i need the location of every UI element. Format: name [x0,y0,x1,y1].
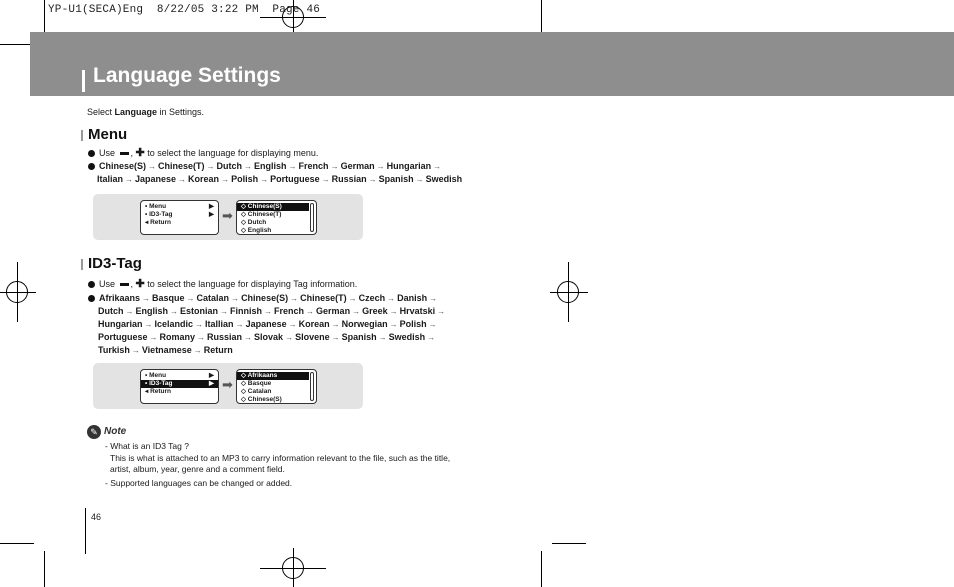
right-arrow-icon: → [387,294,396,303]
right-arrow-icon: → [244,162,253,171]
play-icon: ▶ [209,372,214,379]
language-name: Hrvatski [399,306,436,316]
page-title: Language Settings [93,64,281,87]
right-arrow-icon: → [306,307,315,316]
right-arrow-icon: → [186,294,195,303]
crop-mark [552,543,586,544]
language-name: Vietnamese [141,345,192,355]
heading-bar [81,259,83,270]
right-arrow-icon: → [125,307,134,316]
language-name: Norwegian [341,319,388,329]
right-arrow-icon: → [427,333,436,342]
right-arrow-icon: → [330,162,339,171]
right-arrow-icon: ➡ [222,377,233,392]
right-arrow-icon: → [389,307,398,316]
print-header: YP-U1(SECA)Eng 8/22/05 3:22 PM Page 46 [48,4,321,16]
lcd-item: ◇ Catalan [241,388,272,395]
right-arrow-icon: → [148,162,157,171]
bullet [88,281,95,288]
page-number: 46 [91,512,102,522]
registration-line [568,262,569,322]
lcd-item: ◂ Return [145,388,172,395]
right-arrow-icon: → [389,320,398,329]
menu-language-list [88,160,508,186]
crop-mark [541,551,542,587]
language-name: Polish [399,319,427,329]
lcd-scrollbar [310,372,314,401]
use-suffix: to select the language for displaying Tag information. [147,279,358,289]
minus-button-icon [120,152,129,155]
play-icon: ▶ [209,380,214,387]
id3-use-line: Use , ✚ to select the language for displaying Tag information. [88,278,357,291]
menu-use-line: Use , ✚ to select the language for displaying menu. [88,147,318,160]
language-line [88,305,508,318]
note-answer-2: artist, album, year, genre and a comment field. [110,464,285,474]
language-line [88,160,508,173]
language-line [88,173,508,186]
right-arrow-icon: → [288,320,297,329]
right-arrow-icon: → [149,333,158,342]
id3-language-list [88,292,508,357]
right-arrow-icon: → [352,307,361,316]
lcd-item: ◇ Basque [241,380,272,387]
lcd-row [237,211,309,219]
language-name: French [298,161,329,171]
lcd-item: ◇ Chinese(T) [241,211,282,218]
language-name: Russian [207,332,243,342]
lcd-item: ◇ Chinese(S) [241,203,282,210]
language-name: Finnish [230,306,263,316]
lcd-row [141,211,218,219]
right-arrow-icon: → [437,307,446,316]
note-pencil-icon: ✎ [87,425,101,439]
registration-line [17,262,18,322]
lcd-row [237,203,309,211]
language-name: Russian [331,174,367,184]
right-arrow-icon: → [244,333,253,342]
lcd-row [141,388,218,396]
use-prefix: Use [99,279,116,289]
language-name: Portuguese [98,332,148,342]
lcd-row [141,219,218,227]
lcd-scrollbar [310,203,314,232]
right-arrow-icon: → [235,320,244,329]
language-name: French [274,306,305,316]
lcd-item: • ID3-Tag [145,380,173,387]
language-name: Swedish [388,332,426,342]
right-arrow-icon: → [231,294,240,303]
lcd-row [141,372,218,380]
right-arrow-icon: → [348,294,357,303]
language-name: German [340,161,375,171]
right-arrow-icon: → [264,307,273,316]
lcd-row [237,388,309,396]
right-arrow-icon: → [376,162,385,171]
right-arrow-icon: → [170,307,179,316]
bullet [88,150,95,157]
lcd-row [141,203,218,211]
language-name: Spanish [378,174,414,184]
title-accent-bar [82,70,85,92]
right-arrow-icon: → [415,175,424,184]
right-arrow-icon: → [331,333,340,342]
bullet [88,295,95,302]
lcd-item: ◇ Chinese(S) [241,396,282,403]
crop-mark [0,44,34,45]
intro-bold: Language [114,107,158,117]
heading-bar [81,130,83,141]
right-arrow-icon: → [131,346,140,355]
lcd-item: ◇ Afrikaans [241,372,278,379]
language-name: Chinese(T) [300,293,347,303]
right-arrow-icon: → [290,294,299,303]
language-name: Return [203,345,233,355]
lcd-item: ◇ English [241,227,272,234]
right-arrow-icon: → [220,307,229,316]
language-name: Romany [159,332,196,342]
language-name: Czech [358,293,386,303]
id3-heading: ID3-Tag [88,255,142,272]
menu-lcd-left [140,200,219,235]
plus-button-icon: ✚ [135,147,145,160]
language-name: Turkish [98,345,130,355]
plus-button-icon: ✚ [135,278,145,291]
language-name: Slovene [295,332,330,342]
right-arrow-icon: → [428,320,437,329]
language-line [88,344,508,357]
language-name: Japanese [135,174,177,184]
right-arrow-icon: → [378,333,387,342]
lcd-row [237,219,309,227]
right-arrow-icon: → [368,175,377,184]
right-arrow-icon: → [142,294,151,303]
note-supported: - Supported languages can be changed or added. [105,477,293,488]
language-line [88,292,508,305]
page-number-rule [85,508,86,554]
right-arrow-icon: → [206,162,215,171]
menu-heading: Menu [88,126,128,143]
language-name: Dutch [216,161,243,171]
language-name: Hungarian [98,319,143,329]
right-arrow-icon: ➡ [222,208,233,223]
lcd-row [237,380,309,388]
lcd-item: • ID3-Tag [145,211,173,218]
right-arrow-icon: → [429,294,438,303]
play-icon: ▶ [209,211,214,218]
registration-line [0,292,36,293]
note-answer-1: This is what is attached to an MP3 to carry information relevant to the file, such as the title, [110,452,451,463]
right-arrow-icon: → [178,175,187,184]
language-name: Greek [362,306,388,316]
language-line [88,318,508,331]
intro-suffix: in Settings. [157,107,205,117]
language-name: Hungarian [386,161,432,171]
lcd-item: • Menu [145,203,167,210]
intro-text [87,107,204,117]
language-line [88,331,508,344]
use-suffix: to select the language for displaying menu. [147,148,319,158]
language-name: English [254,161,287,171]
language-name: Chinese(S) [241,293,289,303]
bullet [88,163,95,170]
lcd-item: • Menu [145,372,167,379]
intro-prefix: Select [87,107,115,117]
language-name: English [135,306,169,316]
right-arrow-icon: → [125,175,134,184]
play-icon: ▶ [209,203,214,210]
language-name: Basque [152,293,185,303]
right-arrow-icon: → [193,346,202,355]
right-arrow-icon: → [331,320,340,329]
right-arrow-icon: → [288,162,297,171]
minus-button-icon [120,283,129,286]
note-body [105,441,450,489]
language-name: Swedish [425,174,463,184]
language-name: Chinese(S) [99,161,147,171]
right-arrow-icon: → [144,320,153,329]
language-name: Slovak [254,332,284,342]
language-name: Chinese(T) [158,161,205,171]
lcd-row [237,396,309,404]
language-name: Korean [188,174,220,184]
lcd-row [237,372,309,380]
menu-lcd-right [236,200,317,235]
note-label: Note [104,426,127,437]
language-name: Spanish [341,332,377,342]
language-name: Afrikaans [99,293,141,303]
language-name: Polish [231,174,259,184]
crop-mark [541,0,542,34]
right-arrow-icon: → [197,333,206,342]
lcd-row [141,380,218,388]
lcd-item: ◇ Dutch [241,219,267,226]
crop-mark [44,551,45,587]
registration-line [550,292,588,293]
right-arrow-icon: → [195,320,204,329]
lcd-item: ◂ Return [145,219,172,226]
id3-lcd-right [236,369,317,404]
right-arrow-icon: → [221,175,230,184]
language-name: Icelandic [154,319,194,329]
right-arrow-icon: → [321,175,330,184]
id3-lcd-left [140,369,219,404]
crop-mark [0,543,34,544]
language-name: German [316,306,351,316]
language-name: Catalan [196,293,230,303]
language-name: Portuguese [270,174,320,184]
language-name: Dutch [98,306,124,316]
right-arrow-icon: → [433,162,442,171]
language-name: Italian [97,174,124,184]
language-name: Japanese [245,319,287,329]
language-name: Korean [298,319,330,329]
lcd-row [237,227,309,235]
language-name: Estonian [180,306,219,316]
crop-mark [44,0,45,34]
right-arrow-icon: → [285,333,294,342]
language-name: Danish [397,293,428,303]
note-question: - What is an ID3 Tag ? [105,441,189,451]
use-prefix: Use [99,148,116,158]
language-name: Itallian [205,319,234,329]
registration-line [293,548,294,587]
right-arrow-icon: → [260,175,269,184]
